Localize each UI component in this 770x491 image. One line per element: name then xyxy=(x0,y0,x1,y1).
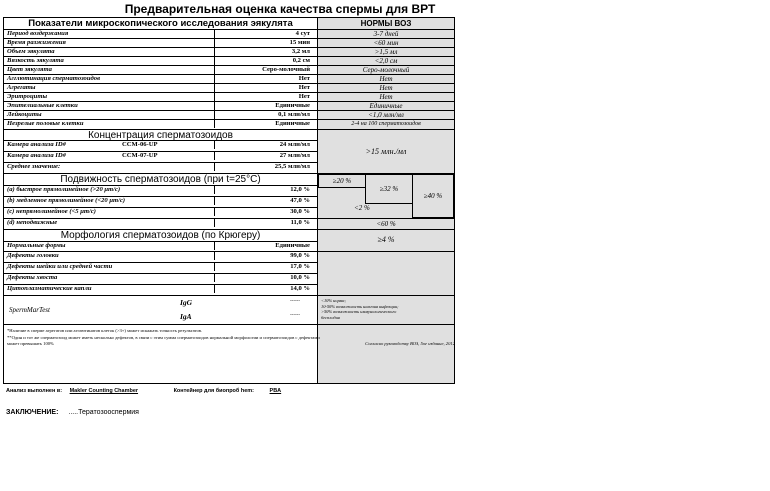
morphology-row: Дефекты головки 99,0 % xyxy=(4,252,317,263)
micro-row: Вязкость эякулята 0,2 см xyxy=(4,57,317,66)
who-reference: Согласно руководству ВОЗ, 5ое издание, 2012 xyxy=(365,341,455,346)
norm-value: <1,0 млн/мл xyxy=(318,111,454,120)
footnote-2: **Один и тот же сперматозоид может иметь несколько дефектов, в связи с этим сумма сперматозоидов нормальной морфологии и сперматозоидов с дефектами xyxy=(7,335,320,340)
norm-value: 3-7 дней xyxy=(318,30,454,39)
morphology-norm-empty xyxy=(318,252,454,296)
concentration-row: Среднее значение: 25,5 млн/мл xyxy=(4,163,317,174)
motility-header: Подвижность сперматозоидов (при t=25°C) xyxy=(4,174,317,186)
footnotes xyxy=(7,328,455,346)
micro-row: Агглютинация сперматозоидов Нет xyxy=(4,75,317,84)
analysis-label: Анализ выполнен в: xyxy=(6,388,63,394)
conclusion-label: ЗАКЛЮЧЕНИЕ: xyxy=(6,409,59,416)
micro-row: Период воздержания 4 сут xyxy=(4,30,317,39)
norm-value: Нет xyxy=(318,75,454,84)
spermmartest-label: SpermMarTest xyxy=(9,306,50,314)
norm-value: <60 мин xyxy=(318,39,454,48)
motility-row: (c) непрямолинейное (<5 μm/c) 30,0 % xyxy=(4,208,317,219)
norm-c: <2 % xyxy=(354,204,370,212)
analysis-place: Makler Counting Chamber xyxy=(69,388,139,394)
micro-row: Лейкоциты 0,1 млн/мл xyxy=(4,111,317,120)
motility-norms xyxy=(318,174,454,230)
page-title: Предварительная оценка качества спермы для ВРТ xyxy=(124,2,436,16)
norm-ab: ≥32 % xyxy=(365,174,413,204)
analysis-line xyxy=(6,388,281,394)
morphology-row: Дефекты хвоста 10,0 % xyxy=(4,274,317,285)
concentration-row: Камера анализа ID# CCM-07-UP 27 млн/мл xyxy=(4,152,317,163)
norm-value: >1,5 мл xyxy=(318,48,454,57)
morphology-row: Цитоплазматические капли 14,0 % xyxy=(4,285,317,296)
norm-value: Нет xyxy=(318,84,454,93)
motility-row: (b) медленное прямолинейное (<20 μm/c) 47,0 % xyxy=(4,197,317,208)
norm-value: Нет xyxy=(318,93,454,102)
micro-row: Эритроциты Нет xyxy=(4,93,317,102)
norm-a: ≥20 % xyxy=(318,174,366,188)
micro-header: Показатели микроскопического исследования эякулята xyxy=(4,18,317,30)
container-label: Контейнер для биопроб hem: xyxy=(173,388,254,394)
micro-row: Время разжижения 15 мин xyxy=(4,39,317,48)
report-sheet xyxy=(3,17,455,384)
footnote-1: *Наличие в сперме агрегатов или агглютинатов клеток (>3+) может искажать точность результатов. xyxy=(7,328,203,333)
norm-value: 2-4 на 100 сперматозоидов xyxy=(318,120,454,130)
micro-row: Незрелые половые клетки Единичные xyxy=(4,120,317,130)
iga-value: ------ xyxy=(290,313,300,318)
container-value: PBA xyxy=(269,388,282,394)
norm-d: <60 % xyxy=(318,218,454,230)
motility-row: (a) быстрое прямолинейное (>20 μm/c) 12,0 % xyxy=(4,186,317,197)
smt-norms: <10% норма; 10-50% возможность наличия инфекции; >50% возможность иммунологического бесплодия xyxy=(318,296,454,325)
morphology-row: Дефекты шейки или средней части 17,0 % xyxy=(4,263,317,274)
norms-header: НОРМЫ ВОЗ xyxy=(318,18,454,30)
morphology-row: Нормальные формы Единичные xyxy=(4,242,317,252)
morphology-header: Морфология сперматозоидов (по Крюгеру) xyxy=(4,230,317,242)
norm-value: Серо-молочный xyxy=(318,66,454,75)
spermmartest-block xyxy=(4,296,317,325)
igg-label: IgG xyxy=(180,298,193,307)
igg-value: ------ xyxy=(290,299,300,304)
conclusion-value: .....Тератозооспермия xyxy=(68,409,139,416)
norm-abc: ≥40 % xyxy=(412,174,454,218)
micro-row: Объем эякулята 3,2 мл xyxy=(4,48,317,57)
norm-value: Единичные xyxy=(318,102,454,111)
footnote-3: может превышать 100% xyxy=(7,341,54,346)
concentration-row: Камера анализа ID# CCM-06-UP 24 млн/мл xyxy=(4,141,317,152)
micro-row: Эпителиальные клетки Единичные xyxy=(4,102,317,111)
norm-value: <2,0 см xyxy=(318,57,454,66)
concentration-norm: >15 млн./мл xyxy=(318,130,454,174)
motility-row: (d) неподвижные 11,0 % xyxy=(4,219,317,230)
concentration-header: Концентрация сперматозоидов xyxy=(4,130,317,141)
conclusion xyxy=(6,409,139,416)
micro-row: Цвет эякулята Серо-молочный xyxy=(4,66,317,75)
morphology-norm: ≥4 % xyxy=(318,230,454,252)
iga-label: IgA xyxy=(180,312,192,321)
micro-row: Агрегаты Нет xyxy=(4,84,317,93)
